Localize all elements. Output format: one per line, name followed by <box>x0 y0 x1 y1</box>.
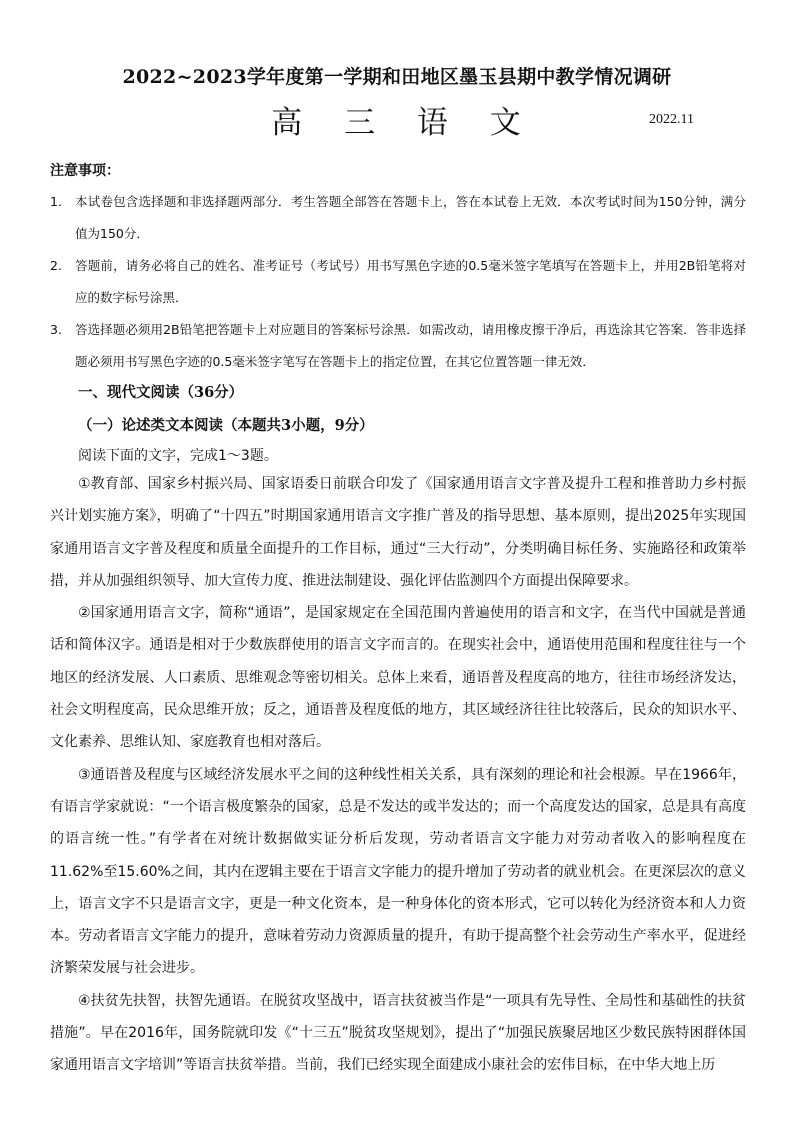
section-subtitle: （一）论述类文本阅读（本题共3小题，9分） <box>78 417 374 434</box>
exam-title: 2022~2023学年度第一学期和田地区墨玉县期中教学情况调研 <box>122 66 672 88</box>
notice-item-text: 本试卷包含选择题和非选择题两部分．考生答题全部答在答题卡上，答在本试卷上无效．本次考试时间为150分钟，满分值为150分． <box>75 194 746 241</box>
subject-char: 高 <box>271 105 305 141</box>
subject-char: 文 <box>489 105 523 141</box>
passage-paragraph: ③通语普及程度与区域经济发展水平之间的这种线性相关关系，具有深刻的理论和社会根源。早在1966年，有语言学家就说：“一个语言极度繁杂的国家，总是不发达的或半发达的；而一个高度发达的国家，总是具有高度的语言统一性。”有学者在对统计数据做实证分析后发现，劳动者语言文字能力对劳动者收入的影响程度在11.62%至15.60%之间，其内在逻辑主要在于语言文字能力的提升增加了劳动者的就业机会。在更深层次的意义上，语言文字不只是语言文字，更是一种文化资本，是一种身体化的资本形式，它可以转化为经济资本和人力资本。劳动者语言文字能力的提升，意味着劳动力资源质量的提升，有助于提高整个社会劳动生产率水平，促进经济繁荣发展与社会进步。 <box>50 766 746 977</box>
reading-instruction: 阅读下面的文字，完成1～3题。 <box>78 448 278 464</box>
subject-char: 三 <box>344 105 378 141</box>
notice-item <box>50 314 746 378</box>
notice-item-text: 答题前，请务必将自己的姓名、准考证号（考试号）用书写黑色字迹的0.5毫米签字笔填写在答题卡上，并用2B铅笔将对应的数字标号涂黑． <box>75 258 746 305</box>
passage-paragraph: ④扶贫先扶智，扶智先通语。在脱贫攻坚战中，语言扶贫被当作是“一项具有先导性、全局性和基础性的扶贫措施”。早在2016年，国务院就印发《“十三五”脱贫攻坚规划》，提出了“加强民族聚居地区少数民族特困群体国家通用语言文字培训”等语言扶贫举措。当前，我们已经实现全面建成小康社会的宏伟目标，在中华大地上历 <box>50 992 746 1074</box>
notice-item-number: 2. <box>50 258 62 273</box>
notice-item <box>50 186 746 250</box>
passage-paragraph: ①教育部、国家乡村振兴局、国家语委日前联合印发了《国家通用语言文字普及提升工程和推普助力乡村振兴计划实施方案》，明确了“十四五”时期国家通用语言文字推广普及的指导思想、基本原则，提出2025年实现国家通用语言文字普及程度和质量全面提升的工作目标，通过“三大行动”，分类明确目标任务、实施路径和政策举措，并从加强组织领导、加大宣传力度、推进法制建设、强化评估监测四个方面提出保障要求。 <box>50 476 746 589</box>
section-title: 一、现代文阅读（36分） <box>78 384 244 401</box>
reading-passage <box>50 468 746 1082</box>
subject-char: 语 <box>416 105 450 141</box>
notice-item-text: 答选择题必须用2B铅笔把答题卡上对应题目的答案标号涂黑．如需改动，请用橡皮擦干净后，再选涂其它答案．答非选择题必须用书写黑色字迹的0.5毫米签字笔写在答题卡上的指定位置，在其它位置答题一律无效． <box>75 322 746 369</box>
notice-item-number: 3. <box>50 322 62 337</box>
notice-item-number: 1. <box>50 194 62 209</box>
passage-paragraph: ②国家通用语言文字，简称“通语”，是国家规定在全国范围内普遍使用的语言和文字，在当代中国就是普通话和简体汉字。通语是相对于少数族群使用的语言文字而言的。在现实社会中，通语使用范围和程度往往与一个地区的经济发展、人口素质、思维观念等密切相关。总体上来看，通语普及程度高的地方，往往市场经济发达，社会文明程度高，民众思维开放；反之，通语普及程度低的地方，其区域经济往往比较落后，民众的知识水平、文化素养、思维认知、家庭教育也相对落后。 <box>50 605 746 751</box>
notice-item <box>50 250 746 314</box>
exam-date: 2022.11 <box>649 112 694 127</box>
notice-heading: 注意事项： <box>50 163 120 179</box>
notice-list <box>50 186 746 378</box>
